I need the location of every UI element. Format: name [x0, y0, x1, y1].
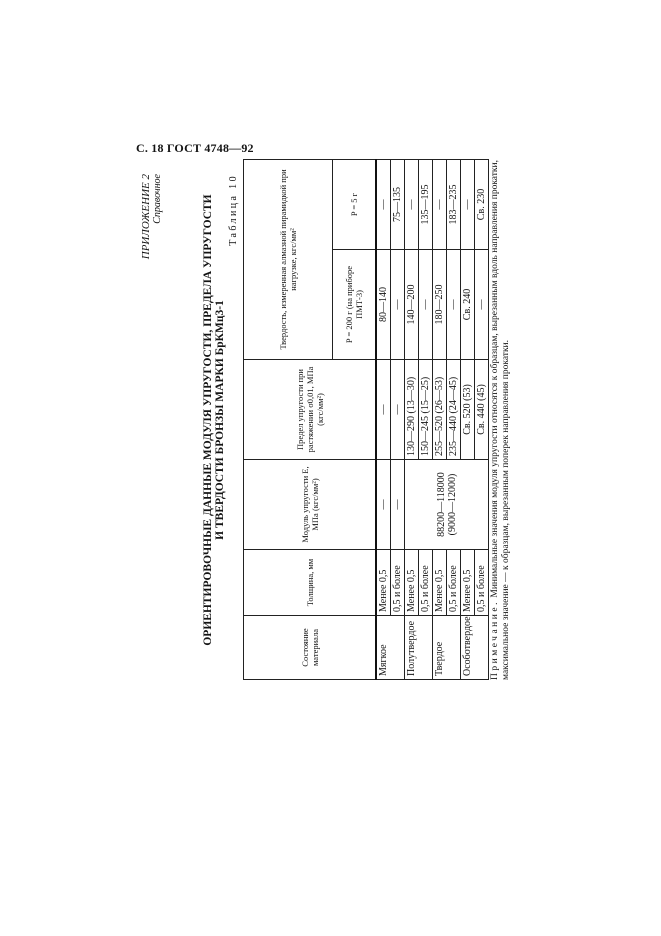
cell-h200: 180—250	[433, 250, 447, 360]
cell-h5: —	[405, 159, 419, 249]
header-hardness-5g: P = 5 г	[333, 159, 377, 249]
header-modulus: Модуль упругости E, МПа (кгс/мм²)	[244, 460, 377, 550]
cell-h200: 140—200	[405, 250, 419, 360]
cell-h200: —	[475, 250, 489, 360]
cell-elastic: —	[391, 360, 405, 460]
cell-state: Особотвердое	[461, 616, 489, 680]
cell-h200: —	[391, 250, 405, 360]
appendix-heading	[140, 174, 164, 259]
cell-thickness: Менее 0,5	[461, 550, 475, 616]
header-hardness: Твердость, измеренная алмазной пирамидкой при нагрузке, кгс/мм²	[244, 159, 333, 359]
table-row	[391, 159, 405, 679]
cell-h5: —	[461, 159, 475, 249]
page-header: С. 18 ГОСТ 4748—92	[136, 141, 254, 155]
cell-h200: —	[447, 250, 461, 360]
cell-state: Мягкое	[376, 616, 405, 680]
cell-elastic: Св. 440 (45)	[475, 360, 489, 460]
cell-elastic: Св. 520 (53)	[461, 360, 475, 460]
cell-state: Твердое	[433, 616, 461, 680]
rotated-content	[140, 160, 520, 680]
table-label: Таблица 10	[228, 174, 239, 246]
cell-h5: —	[433, 159, 447, 249]
cell-h5: Св. 230	[475, 159, 489, 249]
table-row	[405, 159, 419, 679]
table-row	[461, 159, 475, 679]
cell-modulus: —	[376, 460, 391, 550]
title-line-1: ОРИЕНТИРОВОЧНЫЕ ДАННЫЕ МОДУЛЯ УПРУГОСТИ, ПРЕДЕЛА УПРУГОСТИ	[202, 194, 214, 646]
table-row	[419, 159, 433, 679]
cell-modulus: —	[391, 460, 405, 550]
cell-state: Полутвердое	[405, 616, 433, 680]
cell-thickness: 0,5 и более	[419, 550, 433, 616]
cell-thickness: 0,5 и более	[391, 550, 405, 616]
note-label: Примечание.	[490, 600, 500, 680]
header-state: Состояние материала	[244, 616, 377, 680]
appendix-title: ПРИЛОЖЕНИЕ 2	[140, 174, 152, 260]
header-hardness-200g: P = 200 г (на приборе ПМТ-3)	[333, 250, 377, 360]
header-thickness: Толщина, мм	[244, 550, 377, 616]
cell-h200: Св. 240	[461, 250, 475, 360]
cell-elastic: —	[376, 360, 391, 460]
cell-elastic: 255—520 (26—53)	[433, 360, 447, 460]
cell-thickness: Менее 0,5	[405, 550, 419, 616]
cell-elastic: 130—290 (13—30)	[405, 360, 419, 460]
cell-thickness: 0,5 и более	[475, 550, 489, 616]
table-row	[433, 159, 447, 679]
table-row	[447, 159, 461, 679]
cell-h5: 135—195	[419, 159, 433, 249]
cell-h5: 183—235	[447, 159, 461, 249]
cell-h200: —	[419, 250, 433, 360]
cell-h5: —	[376, 159, 391, 249]
cell-thickness: 0,5 и более	[447, 550, 461, 616]
cell-thickness: Менее 0,5	[433, 550, 447, 616]
cell-h200: 80—140	[376, 250, 391, 360]
table-row	[376, 159, 391, 679]
appendix-subtitle: Справочное	[152, 174, 163, 224]
title-line-2: И ТВЕРДОСТИ БРОНЗЫ МАРКИ БрКМц3-1	[214, 300, 226, 540]
cell-thickness: Менее 0,5	[376, 550, 391, 616]
cell-elastic: 150—245 (15—25)	[419, 360, 433, 460]
table-row	[475, 159, 489, 679]
cell-h5: 75—135	[391, 159, 405, 249]
cell-modulus-merged: 88200—118000 (9000—12000)	[405, 460, 489, 550]
document-title	[202, 160, 226, 680]
cell-elastic: 235—440 (24—45)	[447, 360, 461, 460]
table-note	[490, 160, 512, 680]
data-table	[243, 159, 489, 680]
note-text: Минимальные значения модуля упругости относятся к образцам, вырезанным вдоль направления прокатки, максимальное значение — к образцам, вырезанным поперек направления прокатки.	[490, 159, 511, 680]
header-elastic-limit: Предел упругости при растяжении σ0,01, МПа (кгс/мм²)	[244, 360, 377, 460]
